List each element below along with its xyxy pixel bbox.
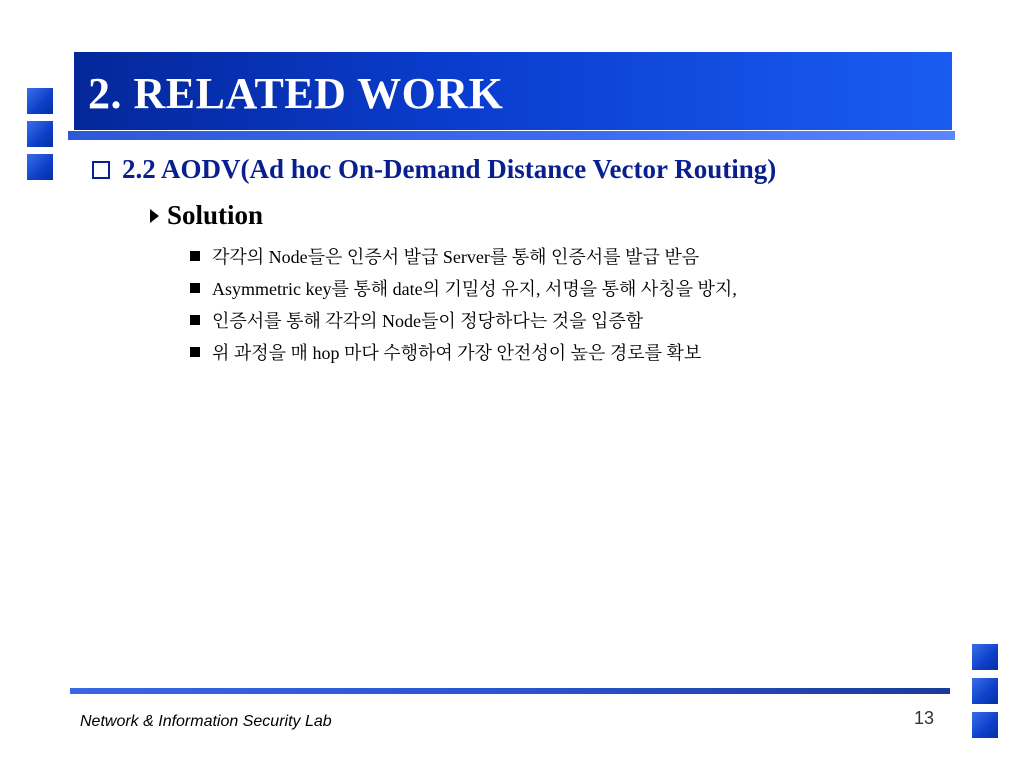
square-bullet-icon (190, 283, 200, 293)
list-item (190, 304, 737, 336)
section-label: Solution (167, 200, 264, 230)
decorative-square (972, 678, 998, 704)
triangle-bullet-icon (150, 209, 159, 223)
subtitle-text: 2.2 AODV(Ad hoc On-Demand Distance Vector Routing) (122, 154, 777, 184)
title-bar (74, 52, 952, 130)
square-bullet-icon (190, 315, 200, 325)
decorative-square (972, 644, 998, 670)
footer-lab-name: Network & Information Security Lab (80, 713, 332, 730)
list-item (190, 240, 737, 272)
section-row (150, 200, 263, 231)
list-item (190, 336, 737, 368)
decorative-square (27, 88, 53, 114)
footer-divider (70, 688, 950, 694)
list-item (190, 272, 737, 304)
square-bullet-icon (190, 251, 200, 261)
bullet-list (190, 240, 737, 368)
decorative-square (27, 154, 53, 180)
title-underline (68, 131, 955, 140)
bullet-text: 각각의 Node들은 인증서 발급 Server를 통해 인증서를 발급 받음 (212, 247, 700, 267)
page-number: 13 (914, 708, 935, 728)
decorative-square (27, 121, 53, 147)
bullet-text: 위 과정을 매 hop 마다 수행하여 가장 안전성이 높은 경로를 확보 (212, 343, 702, 363)
square-bullet-icon (190, 347, 200, 357)
bullet-text: Asymmetric key를 통해 date의 기밀성 유지, 서명을 통해 사칭을 방지, (212, 279, 737, 299)
hollow-square-bullet-icon (92, 161, 110, 179)
bullet-text: 인증서를 통해 각각의 Node들이 정당하다는 것을 입증함 (212, 311, 644, 331)
decorative-square (972, 712, 998, 738)
slide-title: 2. RELATED WORK (88, 69, 504, 118)
subtitle-row (92, 154, 776, 185)
